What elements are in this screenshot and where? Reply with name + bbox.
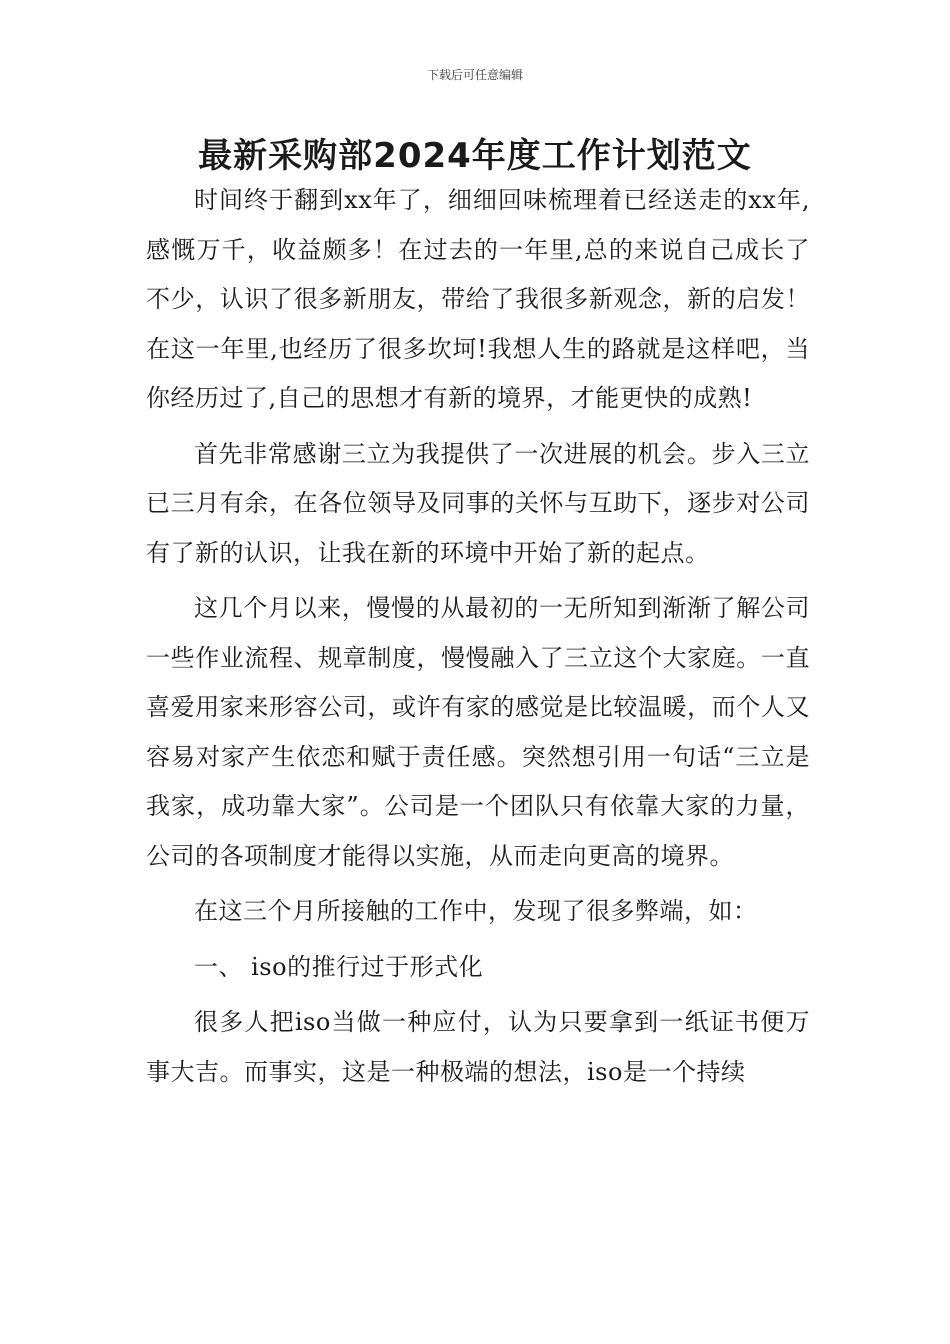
- paragraph-thanks: 首先非常感谢三立为我提供了一次进展的机会。步入三立已三月有余，在各位领导及同事的关怀与互助下，逐步对公司有了新的认识，让我在新的环境中开始了新的起点。: [146, 439, 810, 567]
- paragraph-intro: 时间终于翻到xx年了，细细回味梳理着已经送走的xx年,感慨万千，收益颇多！在过去的一年里,总的来说自己成长了不少，认识了很多新朋友，带给了我很多新观念，新的启发！在这一年里,也经历了很多坎坷!我想人生的路就是这样吧，当你经历过了,自己的思想才有新的境界，才能更快的成熟!: [146, 186, 810, 412]
- document-body: [146, 176, 810, 1103]
- paragraph-iso: 很多人把iso当做一种应付，认为只要拿到一纸证书便万事大吉。而事实，这是一种极端的想法，iso是一个持续: [146, 1008, 810, 1086]
- document-title: 最新采购部2024年度工作计划范文: [198, 136, 752, 176]
- paragraph-months: 这几个月以来，慢慢的从最初的一无所知到渐渐了解公司一些作业流程、规章制度，慢慢融入了三立这个大家庭。一直喜爱用家来形容公司，或许有家的感觉是比较温暖，而个人又容易对家产生依恋和赋于责任感。突然想引用一句话“三立是我家，成功靠大家”。公司是一个团队只有依靠大家的力量，公司的各项制度才能得以实施，从而走向更高的境界。: [146, 594, 810, 870]
- paragraph-issues-intro: 在这三个月所接触的工作中，发现了很多弊端，如：: [194, 897, 758, 925]
- paragraph-heading-iso: 一、 iso的推行过于形式化: [194, 952, 484, 981]
- header-note: 下载后可任意编辑: [426, 68, 523, 82]
